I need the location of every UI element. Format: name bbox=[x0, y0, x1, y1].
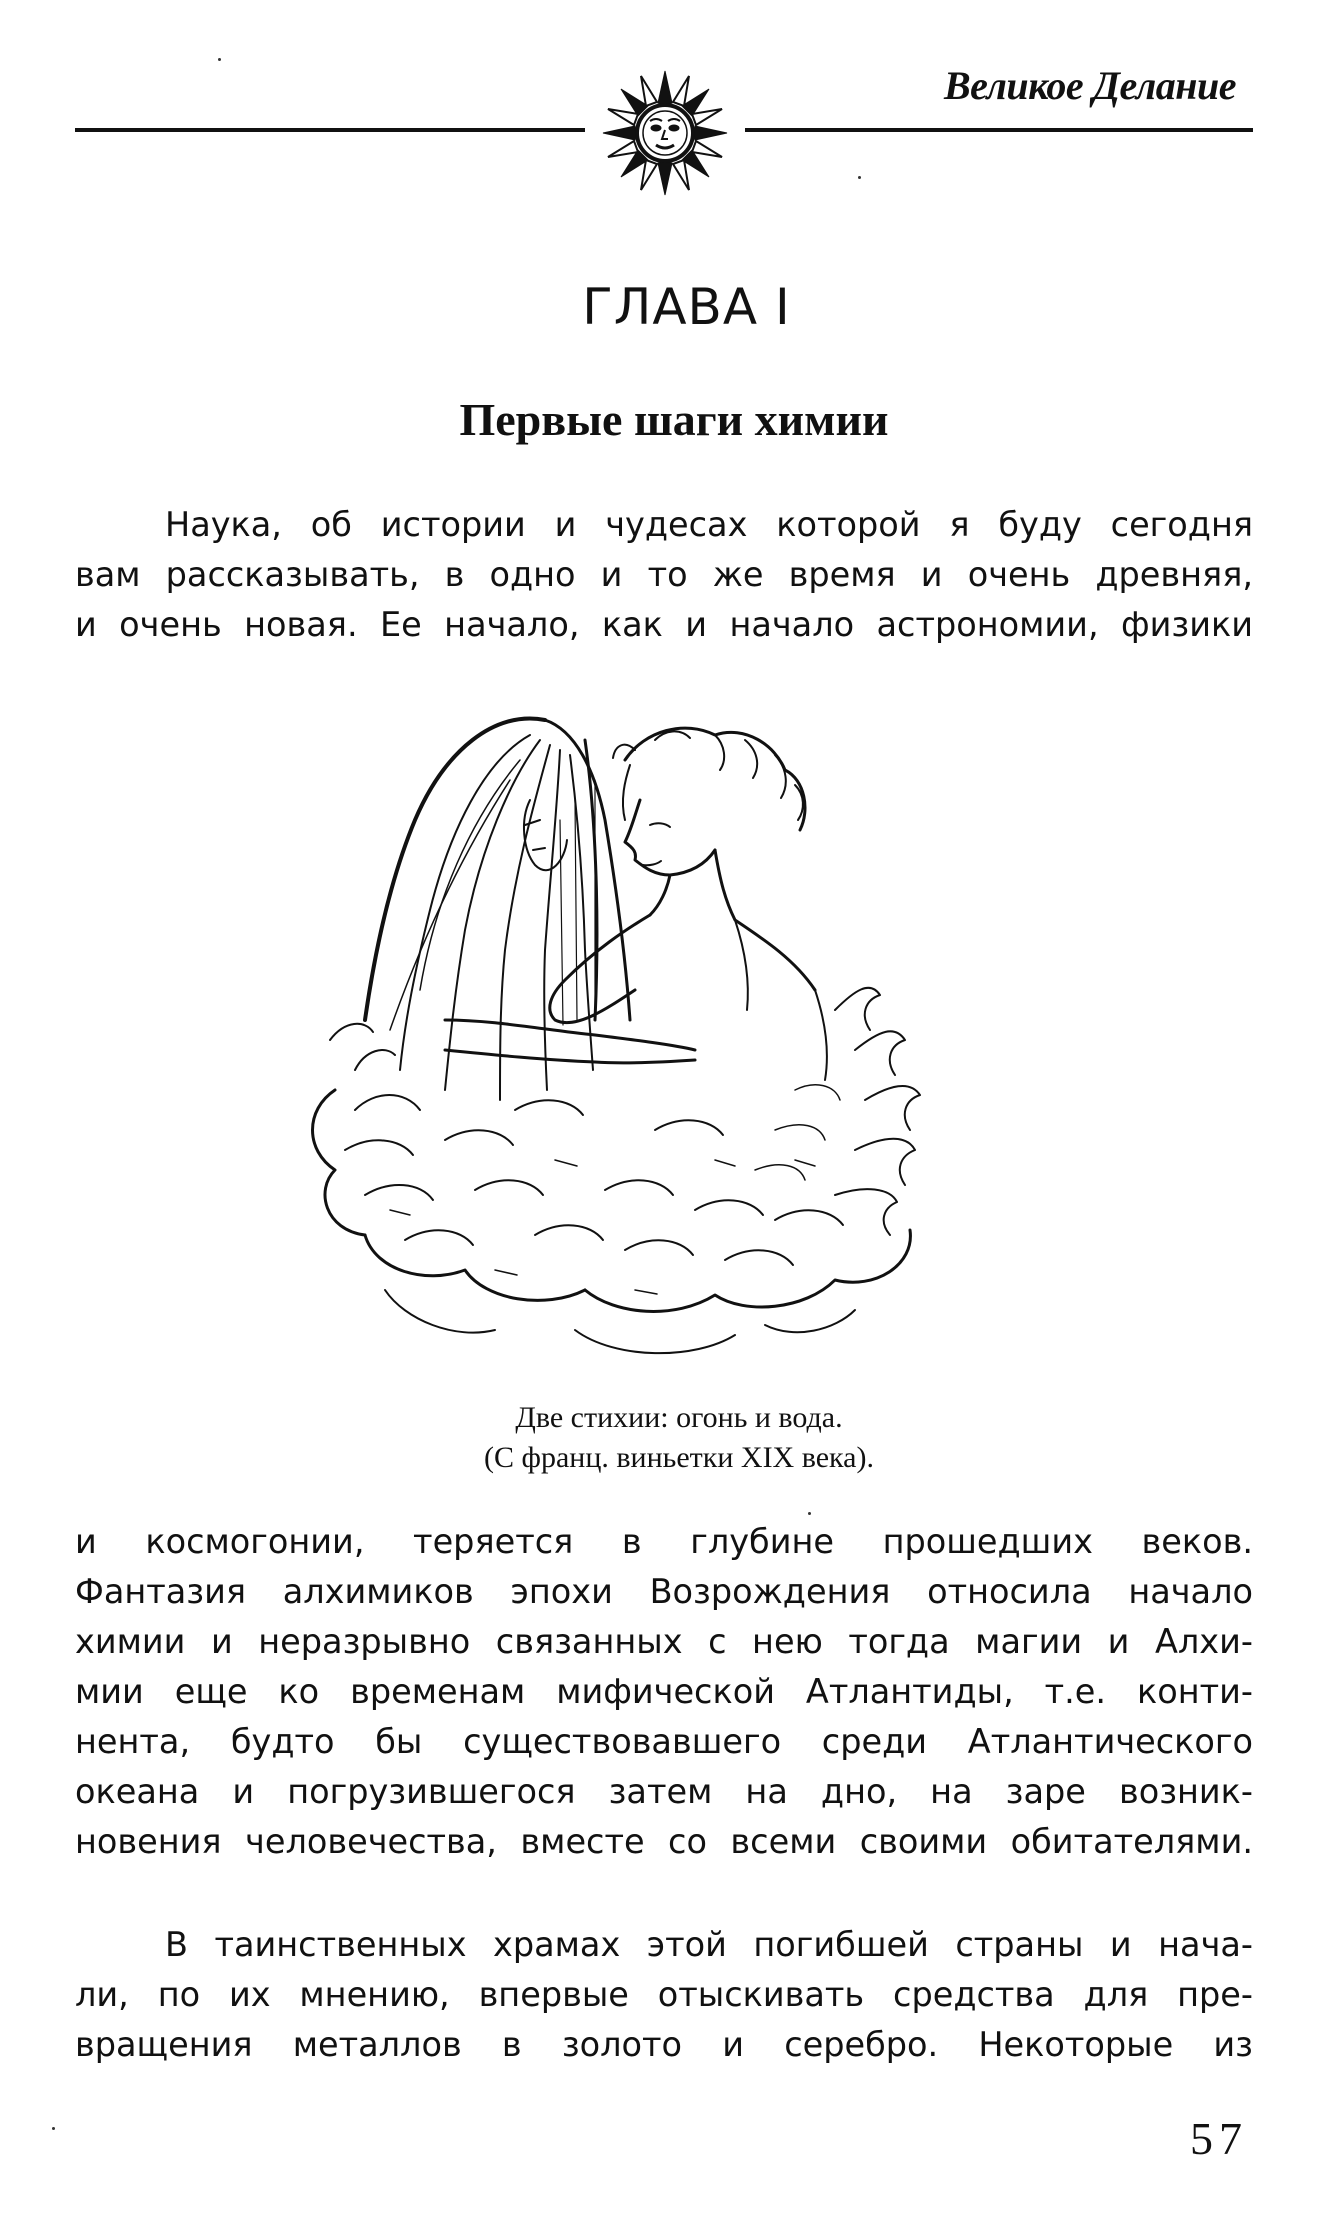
paragraph-2 bbox=[75, 1517, 1253, 1867]
paragraph-3 bbox=[75, 1920, 1253, 2070]
text-line: океана и погрузившегося затем на дно, на заре возник- bbox=[75, 1772, 1253, 1811]
text-line: и космогонии, теряется в глубине прошедших веков. bbox=[75, 1522, 1253, 1561]
scan-speck bbox=[52, 2127, 55, 2130]
text-line: мии еще ко временам мифической Атлантиды, т.е. конти- bbox=[75, 1672, 1253, 1711]
text-line: новения человечества, вместе со всеми своими обитателями. bbox=[75, 1822, 1253, 1861]
text-line: и очень новая. Ее начало, как и начало астрономии, физики bbox=[75, 605, 1253, 644]
scan-speck bbox=[858, 176, 861, 179]
fire-and-water-figures-illustration bbox=[295, 690, 1015, 1390]
running-title: Великое Делание bbox=[943, 63, 1236, 108]
caption-line-2: (С франц. виньетки XIX века). bbox=[484, 1441, 874, 1474]
sun-face-icon bbox=[595, 68, 735, 198]
page-number: 57 bbox=[1190, 2113, 1248, 2164]
text-line: вращения металлов в золото и серебро. Некоторые из bbox=[75, 2025, 1253, 2064]
scan-speck bbox=[218, 58, 221, 61]
text-line: Наука, об истории и чудесах которой я буду сегодня bbox=[165, 505, 1253, 544]
text-line: химии и неразрывно связанных с нею тогда магии и Алхи- bbox=[75, 1622, 1253, 1661]
text-line: нента, будто бы существовавшего среди Атлантического bbox=[75, 1722, 1253, 1761]
chapter-number: ГЛАВА I bbox=[582, 278, 791, 336]
scan-speck bbox=[808, 1512, 811, 1515]
caption-line-1: Две стихии: огонь и вода. bbox=[515, 1401, 843, 1434]
text-line: Фантазия алхимиков эпохи Возрождения относила начало bbox=[75, 1572, 1253, 1611]
text-line: ли, по их мнению, впервые отыскивать средства для пре- bbox=[75, 1975, 1253, 2014]
header-rule-right bbox=[745, 128, 1253, 132]
header-rule-left bbox=[75, 128, 585, 132]
paragraph-1 bbox=[75, 500, 1253, 650]
illustration-caption bbox=[0, 1398, 1328, 1478]
text-line: вам рассказывать, в одно и то же время и очень древняя, bbox=[75, 555, 1253, 594]
text-line: В таинственных храмах этой погибшей страны и нача- bbox=[165, 1925, 1253, 1964]
chapter-title: Первые шаги химии bbox=[459, 394, 889, 445]
